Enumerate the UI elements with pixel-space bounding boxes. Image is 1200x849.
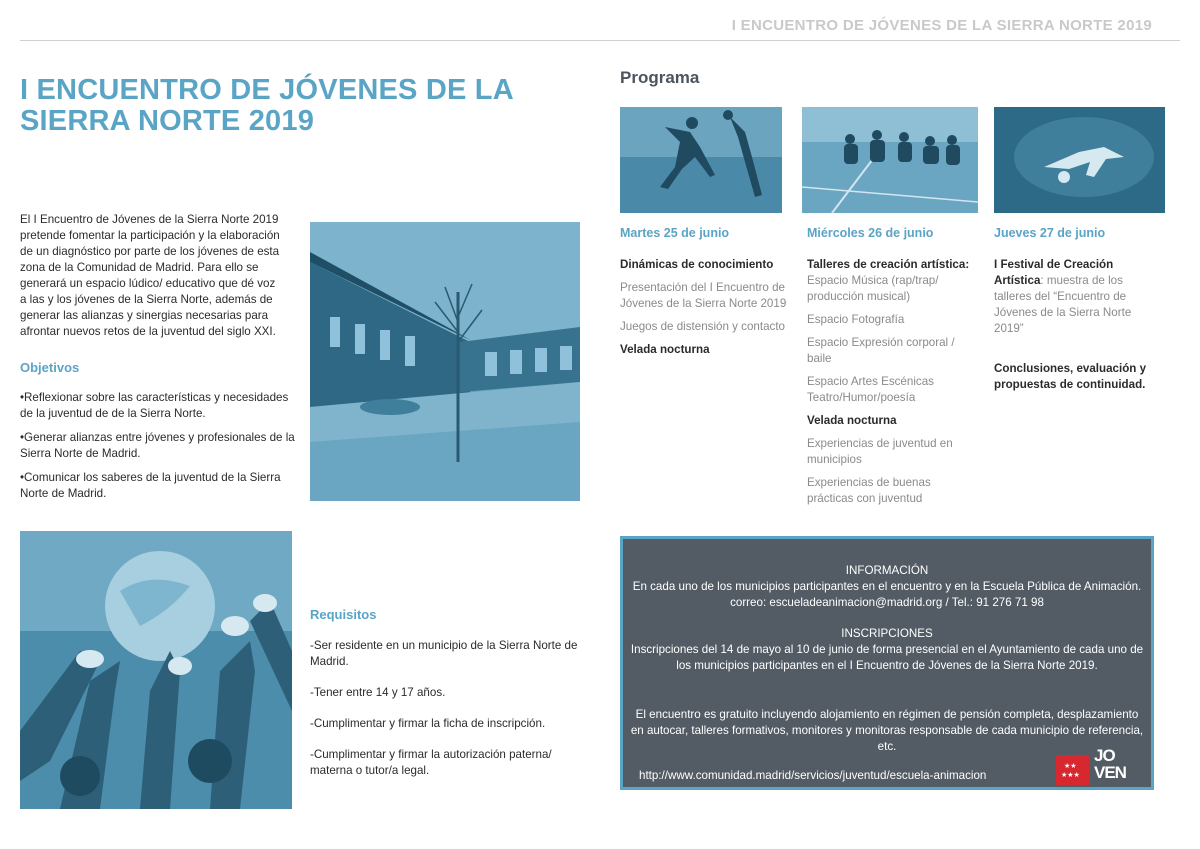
breakdance-photo: [994, 107, 1165, 213]
day-heading-wednesday: Miércoles 26 de junio: [807, 226, 934, 240]
page-title-line-1: I ENCUENTRO DE JÓVENES DE LA: [20, 74, 514, 106]
requisito-item: -Cumplimentar y firmar la autorización paterna/ materna o tutor/a legal.: [310, 748, 552, 777]
program-activity: Velada nocturna: [807, 414, 897, 427]
building-photo: [310, 222, 580, 501]
joven-logo: [1094, 747, 1134, 781]
program-activity: Dinámicas de conocimiento: [620, 258, 774, 271]
svg-text:★★: ★★: [1064, 762, 1077, 770]
running-header: I ENCUENTRO DE JÓVENES DE LA SIERRA NORTE 2019: [731, 17, 1152, 34]
programa-title: Programa: [620, 68, 700, 87]
group-photo: [802, 107, 978, 213]
svg-text:★★★: ★★★: [1061, 771, 1080, 779]
program-column-thursday: [994, 257, 1162, 400]
page-title: [20, 75, 580, 137]
program-activity: Conclusiones, evaluación y propuestas de continuidad.: [994, 362, 1147, 391]
requisitos-list: [310, 638, 590, 794]
festival-title: I Festival de Creación Artística: [994, 258, 1114, 287]
inscripciones-text: Inscripciones del 14 de mayo al 10 de junio de forma presencial en el Ayuntamiento de cada uno de los municipios participantes en el I Encuentro de Jóvenes de la Sierra Norte 2019.: [630, 643, 1144, 672]
program-activity: Espacio Música (rap/trap/ producción musical): [807, 274, 939, 303]
joven-logo-line-2: VEN: [1094, 763, 1126, 782]
objetivo-item: •Generar alianzas entre jóvenes y profesionales de la Sierra Norte de Madrid.: [20, 431, 295, 460]
program-activity: Experiencias de juventud en municipios: [807, 437, 953, 466]
intro-paragraph: El I Encuentro de Jóvenes de la Sierra Norte 2019 pretende fomentar la participación y la elaboración de un diagnóstico por parte de los jóvenes de esta zona de la Comunidad de Madrid. Para ello se generará un espacio lúdico/ educativo que dé voz a las y los jóvenes de la Sierra Norte, además de generar las alianzas y sinergias necesarias para afrontar nuevos retos de la juventud del siglo XXI.: [20, 213, 280, 338]
day-heading-thursday: Jueves 27 de junio: [994, 226, 1106, 240]
page-title-line-2: SIERRA NORTE 2019: [20, 105, 315, 137]
festival-description: : muestra de los talleres del “Encuentro de Jóvenes de la Sierra Norte 2019”: [994, 274, 1132, 335]
requisitos-heading: Requisitos: [310, 607, 377, 622]
requisito-item: -Cumplimentar y firmar la ficha de inscripción.: [310, 717, 546, 730]
program-activity: Talleres de creación artística:: [807, 258, 970, 271]
globe-hands-photo: [20, 531, 292, 809]
objetivo-item: •Reflexionar sobre las características y necesidades de la juventud de de la Sierra Norte.: [20, 391, 289, 420]
program-activity: Velada nocturna: [620, 343, 710, 356]
info-heading: INFORMACIÓN: [845, 564, 929, 577]
program-column-tuesday: [620, 257, 788, 365]
program-activity: Espacio Artes Escénicas Teatro/Humor/poesía: [807, 375, 934, 404]
requisito-item: -Ser residente en un municipio de la Sierra Norte de Madrid.: [310, 639, 578, 668]
objetivos-list: [20, 390, 302, 510]
program-activity: Presentación del I Encuentro de Jóvenes de la Sierra Norte 2019: [620, 281, 787, 310]
comunidad-madrid-flag-icon: [1056, 755, 1090, 785]
program-column-wednesday: [807, 257, 975, 514]
website-link[interactable]: http://www.comunidad.madrid/servicios/juventud/escuela-animacion: [639, 769, 987, 782]
requisito-item: -Tener entre 14 y 17 años.: [310, 686, 446, 699]
information-box: [620, 536, 1154, 790]
objetivo-item: •Comunicar los saberes de la juventud de la Sierra Norte de Madrid.: [20, 471, 281, 500]
joven-logo-line-1: JO: [1094, 746, 1115, 765]
objetivos-heading: Objetivos: [20, 360, 80, 375]
inscripciones-heading: INSCRIPCIONES: [841, 627, 933, 640]
program-activity: Juegos de distensión y contacto: [620, 320, 785, 333]
program-activity: [994, 257, 1162, 337]
program-activity: Espacio Expresión corporal / baile: [807, 336, 955, 365]
dance-photo: [620, 107, 782, 213]
day-heading-tuesday: Martes 25 de junio: [620, 226, 730, 240]
program-activity: Espacio Fotografía: [807, 313, 905, 326]
header-divider: [20, 40, 1180, 41]
info-text: En cada uno de los municipios participantes en el encuentro y en la Escuela Pública de Animación. correo: escueladeanimacion@madrid.org / Tel.: 91 276 71 98: [632, 580, 1142, 609]
gratuito-text: El encuentro es gratuito incluyendo alojamiento en régimen de pensión completa, desplazamiento en autocar, talleres formativos, monitores y monitoras responsable de cada municipio de referencia, etc.: [630, 708, 1144, 753]
program-activity: Experiencias de buenas prácticas con juventud: [807, 476, 931, 505]
